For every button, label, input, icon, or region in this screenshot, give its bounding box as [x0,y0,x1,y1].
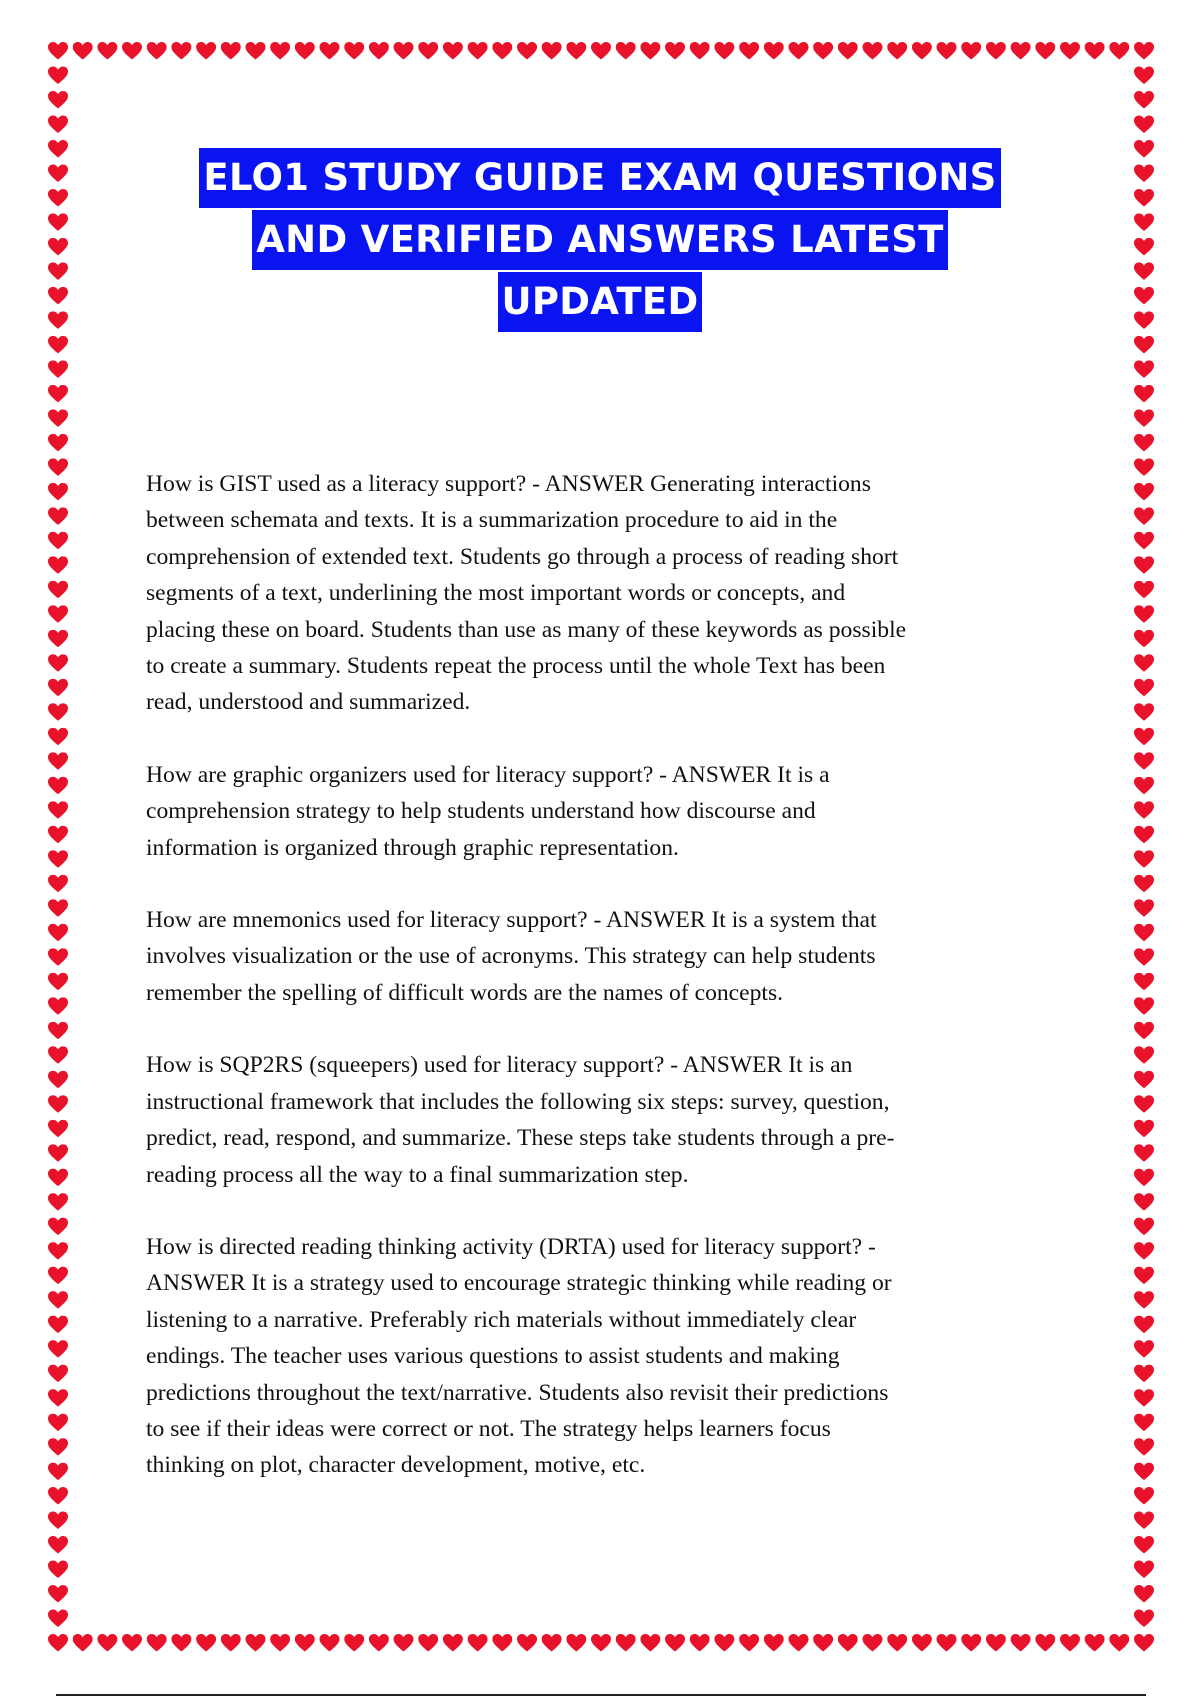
heart-icon [97,1634,117,1652]
heart-icon [48,899,68,917]
heart-icon [48,1463,68,1481]
heart-icon [48,850,68,868]
qa-line: segments of a text, underlining the most important words or concepts, and [146,580,846,607]
heart-icon [863,1634,883,1652]
heart-icon [1134,1585,1154,1603]
heart-icon [665,42,685,60]
heart-icon [1134,67,1154,85]
heart-icon [320,42,340,60]
heart-icon [48,385,68,403]
heart-icon [1134,924,1154,942]
heart-icon [764,1634,784,1652]
heart-icon [48,42,68,60]
heart-icon [48,654,68,672]
heart-icon [171,1634,191,1652]
qa-line: How is GIST used as a literacy support? - ANSWER Generating interactions [146,471,871,497]
heart-icon [443,42,463,60]
qa-item-graphic-organizers [146,757,1066,866]
heart-icon [122,42,142,60]
heart-icon [1134,458,1154,476]
heart-icon [48,1242,68,1260]
heart-icon [1134,1340,1154,1358]
heart-icon [48,287,68,305]
qa-line: comprehension strategy to help students understand how discourse and [146,798,816,825]
heart-icon [1134,679,1154,697]
heart-icon [48,67,68,85]
heart-icon [937,1634,957,1652]
heart-icon [48,1022,68,1039]
heart-icon [1035,42,1055,60]
heart-icon [48,1610,68,1628]
heart-icon [1134,801,1154,819]
qa-line: listening to a narrative. Preferably rich materials without immediately clear [146,1306,857,1333]
heart-icon [887,42,907,60]
heart-icon [48,973,68,991]
qa-line: between schemata and texts. It is a summarization procedure to aid in the [146,507,838,534]
heart-icon [1134,1365,1154,1383]
heart-icon [147,42,167,60]
heart-icon [468,1634,488,1652]
heart-icon [48,1487,68,1505]
heart-icon [1134,556,1154,574]
heart-icon [591,1634,611,1652]
heart-icon [1134,1414,1154,1432]
heart-icon [1134,973,1154,991]
heart-icon [517,42,537,60]
heart-icon [1134,91,1154,109]
heart-icon [48,1218,68,1236]
heart-icon [48,1071,68,1089]
heart-icon [1134,238,1154,256]
heart-icon [1134,1120,1154,1138]
heart-icon [1134,532,1154,550]
heart-icon [295,1634,315,1652]
heart-icon [394,1634,414,1652]
heart-icon [48,1585,68,1603]
heart-icon [246,42,266,60]
heart-icon [73,1634,93,1652]
heart-icon [1134,1169,1154,1187]
heart-icon [1134,189,1154,207]
heart-icon [48,1291,68,1309]
heart-icon [1035,1634,1055,1652]
heart-icon [714,42,734,60]
heart-icon [1134,1438,1154,1456]
qa-line: predict, read, respond, and summarize. These steps take students through a pre- [146,1125,895,1152]
heart-icon [1134,360,1154,378]
heart-icon [48,630,68,648]
heart-icon [295,42,315,60]
heart-icon [1085,1634,1105,1652]
title-line-2: AND VERIFIED ANSWERS LATEST [252,210,947,270]
heart-icon [1109,42,1129,60]
heart-icon [789,42,809,60]
heart-icon [48,581,68,599]
heart-icon [739,42,759,60]
heart-icon [48,1046,68,1064]
heart-icon [1134,434,1154,452]
heart-icon [1134,752,1154,770]
heart-icon [542,1634,562,1652]
heart-icon [1134,703,1154,721]
heart-icon [1134,899,1154,917]
heart-icon [1109,1634,1129,1652]
heart-icon [221,1634,241,1652]
heart-icon [542,42,562,60]
qa-line: remember the spelling of difficult words are the names of concepts. [146,979,784,1006]
heart-icon [986,1634,1006,1652]
heart-icon [48,409,68,427]
title-line-1: ELO1 STUDY GUIDE EXAM QUESTIONS [199,148,1000,208]
heart-icon [1060,42,1080,60]
heart-icon [961,42,981,60]
heart-icon [344,1634,364,1652]
heart-icon [48,1438,68,1456]
heart-icon [616,1634,636,1652]
heart-icon [48,311,68,329]
qa-line: ANSWER It is a strategy used to encourage strategic thinking while reading or [146,1270,892,1297]
qa-line: How are graphic organizers used for literacy support? - ANSWER It is a [146,761,830,788]
heart-icon [1134,1291,1154,1309]
heart-icon [196,1634,216,1652]
heart-icon [1134,507,1154,525]
qa-line: involves visualization or the use of acronyms. This strategy can help students [146,943,876,970]
heart-icon [492,42,512,60]
heart-icon [1060,1634,1080,1652]
heart-icon [912,42,932,60]
heart-icon [48,1536,68,1554]
qa-content [146,466,1066,1520]
heart-icon [73,42,93,60]
heart-icon [640,1634,660,1652]
heart-icon [838,42,858,60]
heart-icon [48,1144,68,1162]
heart-icon [1134,1610,1154,1628]
heart-icon [1134,165,1154,183]
heart-icon [789,1634,809,1652]
heart-icon [1134,1095,1154,1113]
qa-line: thinking on plot, character development, motive, etc. [146,1452,646,1479]
heart-icon [48,1389,68,1407]
heart-icon [48,483,68,501]
heart-icon [1134,1144,1154,1162]
heart-icon [48,556,68,574]
heart-icon [48,140,68,158]
heart-icon [48,458,68,476]
heart-icon [48,532,68,550]
heart-icon [690,42,710,60]
heart-icon [1134,1389,1154,1407]
qa-line: reading process all the way to a final summarization step. [146,1161,689,1188]
heart-icon [48,165,68,183]
heart-icon [517,1634,537,1652]
heart-icon [1134,483,1154,501]
heart-icon [418,1634,438,1652]
heart-icon [1134,262,1154,280]
qa-line: How are mnemonics used for literacy support? - ANSWER It is a system that [146,907,877,934]
qa-item-gist [146,466,1066,721]
heart-icon [863,42,883,60]
heart-icon [813,1634,833,1652]
heart-icon [912,1634,932,1652]
heart-icon [468,42,488,60]
heart-icon [640,42,660,60]
heart-icon [1134,311,1154,329]
heart-icon [1134,654,1154,672]
heart-icon [48,238,68,256]
heart-icon [48,826,68,844]
heart-icon [1134,1487,1154,1505]
heart-icon [48,605,68,623]
heart-icon [369,1634,389,1652]
heart-icon [270,1634,290,1652]
qa-line: instructional framework that includes the following six steps: survey, question, [146,1088,890,1115]
qa-item-drta [146,1229,1066,1484]
heart-icon [48,360,68,378]
heart-icon [147,1634,167,1652]
qa-line: How is SQP2RS (squeepers) used for literacy support? - ANSWER It is an [146,1052,853,1079]
heart-icon [1134,213,1154,231]
heart-icon [1134,948,1154,966]
heart-icon [1134,1022,1154,1039]
heart-icon [270,42,290,60]
heart-icon [1134,1463,1154,1481]
heart-icon [48,1365,68,1383]
heart-icon [1134,1046,1154,1064]
heart-icon [887,1634,907,1652]
heart-icon [1134,1634,1154,1652]
heart-icon [1134,1536,1154,1554]
heart-icon [1134,850,1154,868]
qa-line: to create a summary. Students repeat the process until the whole Text has been [146,653,886,680]
heart-icon [1134,1218,1154,1236]
heart-icon [97,42,117,60]
heart-icon [196,42,216,60]
heart-icon [1134,581,1154,599]
heart-icon [1134,605,1154,623]
heart-icon [1134,826,1154,844]
heart-icon [320,1634,340,1652]
heart-icon [48,434,68,452]
heart-icon [1134,875,1154,893]
heart-icon [48,924,68,942]
heart-icon [48,728,68,746]
heart-icon [344,42,364,60]
heart-icon [1134,140,1154,158]
heart-icon [1011,1634,1031,1652]
heart-icon [171,42,191,60]
heart-icon [1134,287,1154,305]
heart-icon [937,42,957,60]
heart-icon [48,1512,68,1530]
heart-icon [492,1634,512,1652]
heart-icon [1134,336,1154,354]
heart-icon [48,1634,68,1652]
heart-icon [1134,1512,1154,1530]
heart-icon [48,703,68,721]
bottom-rule [56,1694,1146,1696]
heart-icon [961,1634,981,1652]
qa-line: to see if their ideas were correct or not. The strategy helps learners focus [146,1415,831,1442]
qa-line: How is directed reading thinking activity (DRTA) used for literacy support? - [146,1233,876,1260]
heart-icon [122,1634,142,1652]
heart-icon [48,1414,68,1432]
heart-icon [48,997,68,1015]
heart-icon [48,336,68,354]
heart-icon [1011,42,1031,60]
heart-icon [1134,997,1154,1015]
heart-icon [1134,1193,1154,1211]
qa-line: predictions throughout the text/narrative. Students also revisit their predictions [146,1379,889,1406]
heart-icon [1134,1316,1154,1334]
heart-icon [48,91,68,109]
heart-icon [813,42,833,60]
heart-icon [986,42,1006,60]
qa-item-mnemonics [146,902,1066,1011]
qa-line: placing these on board. Students than use as many of these keywords as possible [146,616,907,643]
heart-icon [665,1634,685,1652]
heart-icon [48,262,68,280]
heart-icon [1134,777,1154,795]
qa-line: read, understood and summarized. [146,689,471,716]
heart-icon [764,42,784,60]
heart-icon [48,1340,68,1358]
heart-icon [566,42,586,60]
heart-icon [739,1634,759,1652]
heart-icon [443,1634,463,1652]
heart-icon [48,213,68,231]
heart-icon [690,1634,710,1652]
heart-icon [48,1561,68,1579]
heart-icon [1134,1071,1154,1089]
heart-icon [48,777,68,795]
heart-icon [1085,42,1105,60]
heart-icon [1134,630,1154,648]
heart-icon [48,507,68,525]
heart-icon [48,752,68,770]
heart-icon [1134,385,1154,403]
heart-icon [48,948,68,966]
document-title [150,148,1050,334]
heart-icon [48,679,68,697]
heart-icon [418,42,438,60]
qa-line: information is organized through graphic representation. [146,834,679,861]
heart-icon [394,42,414,60]
qa-line: comprehension of extended text. Students go through a process of reading short [146,543,899,570]
heart-icon [714,1634,734,1652]
heart-icon [246,1634,266,1652]
heart-icon [1134,728,1154,746]
heart-icon [48,1095,68,1113]
heart-icon [566,1634,586,1652]
heart-icon [1134,409,1154,427]
heart-icon [1134,1242,1154,1260]
heart-icon [48,1120,68,1138]
heart-icon [1134,42,1154,60]
heart-icon [838,1634,858,1652]
qa-item-sqp2rs [146,1047,1066,1193]
title-line-3: UPDATED [498,272,703,332]
heart-icon [48,189,68,207]
heart-icon [1134,1267,1154,1285]
heart-icon [1134,1561,1154,1579]
qa-line: endings. The teacher uses various questions to assist students and making [146,1343,840,1370]
heart-icon [591,42,611,60]
heart-icon [48,1316,68,1334]
heart-icon [1134,116,1154,134]
heart-icon [48,1267,68,1285]
heart-icon [48,801,68,819]
heart-icon [221,42,241,60]
heart-icon [48,875,68,893]
heart-icon [48,1169,68,1187]
heart-icon [48,116,68,134]
heart-icon [616,42,636,60]
heart-icon [48,1193,68,1211]
heart-icon [369,42,389,60]
